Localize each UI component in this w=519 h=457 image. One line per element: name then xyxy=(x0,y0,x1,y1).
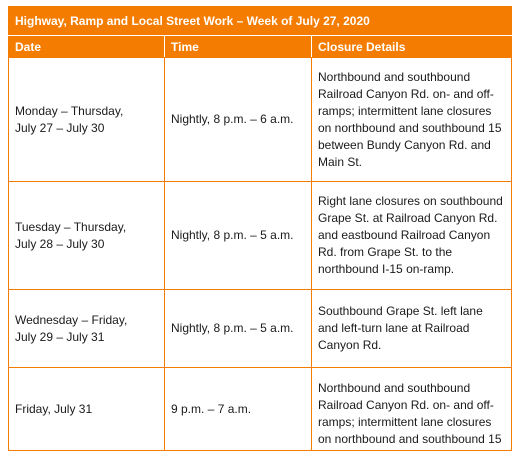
table-title: Highway, Ramp and Local Street Work – Week of July 27, 2020 xyxy=(9,7,512,36)
column-header-row xyxy=(9,36,512,58)
table-row xyxy=(9,182,512,290)
column-header-closure-details: Closure Details xyxy=(312,36,512,58)
table-row xyxy=(9,368,512,451)
table-title-row xyxy=(9,7,512,36)
date-line-2: July 28 – July 30 xyxy=(15,236,105,251)
closure-schedule-table xyxy=(8,6,512,451)
time-cell: Nightly, 8 p.m. – 5 a.m. xyxy=(165,182,312,290)
closure-table-container xyxy=(8,6,511,451)
closure-details-cell: Right lane closures on southbound Grape St. at Railroad Canyon Rd. and eastbound Railroad Canyon Rd. from Grape St. to the northbound I-15 on-ramp. xyxy=(312,182,512,290)
date-cell xyxy=(9,58,165,182)
column-header-time: Time xyxy=(165,36,312,58)
date-line-1: Wednesday – Friday, xyxy=(15,312,128,327)
closure-details-cell: Southbound Grape St. left lane and left-turn lane at Railroad Canyon Rd. xyxy=(312,290,512,368)
date-line-1: Monday – Thursday, xyxy=(15,103,124,118)
time-cell: Nightly, 8 p.m. – 5 a.m. xyxy=(165,290,312,368)
time-cell: Nightly, 8 p.m. – 6 a.m. xyxy=(165,58,312,182)
table-row xyxy=(9,58,512,182)
date-line-1: Tuesday – Thursday, xyxy=(15,219,127,234)
column-header-date: Date xyxy=(9,36,165,58)
date-cell xyxy=(9,182,165,290)
date-line-2: July 27 – July 30 xyxy=(15,120,105,135)
time-cell: 9 p.m. – 7 a.m. xyxy=(165,368,312,451)
closure-details-cell: Northbound and southbound Railroad Canyon Rd. on- and off-ramps; intermittent lane closures on northbound and southbound 15 between Bundy Canyon Rd. and Main St. xyxy=(312,58,512,182)
date-line-1: Friday, July 31 xyxy=(15,401,93,416)
table-row xyxy=(9,290,512,368)
date-cell xyxy=(9,368,165,451)
closure-details-cell xyxy=(312,368,512,451)
date-line-2: July 29 – July 31 xyxy=(15,329,105,344)
closure-details-text: Northbound and southbound Railroad Canyon Rd. on- and off-ramps; intermittent lane closures on northbound and southbound 15 xyxy=(318,381,502,446)
date-cell xyxy=(9,290,165,368)
